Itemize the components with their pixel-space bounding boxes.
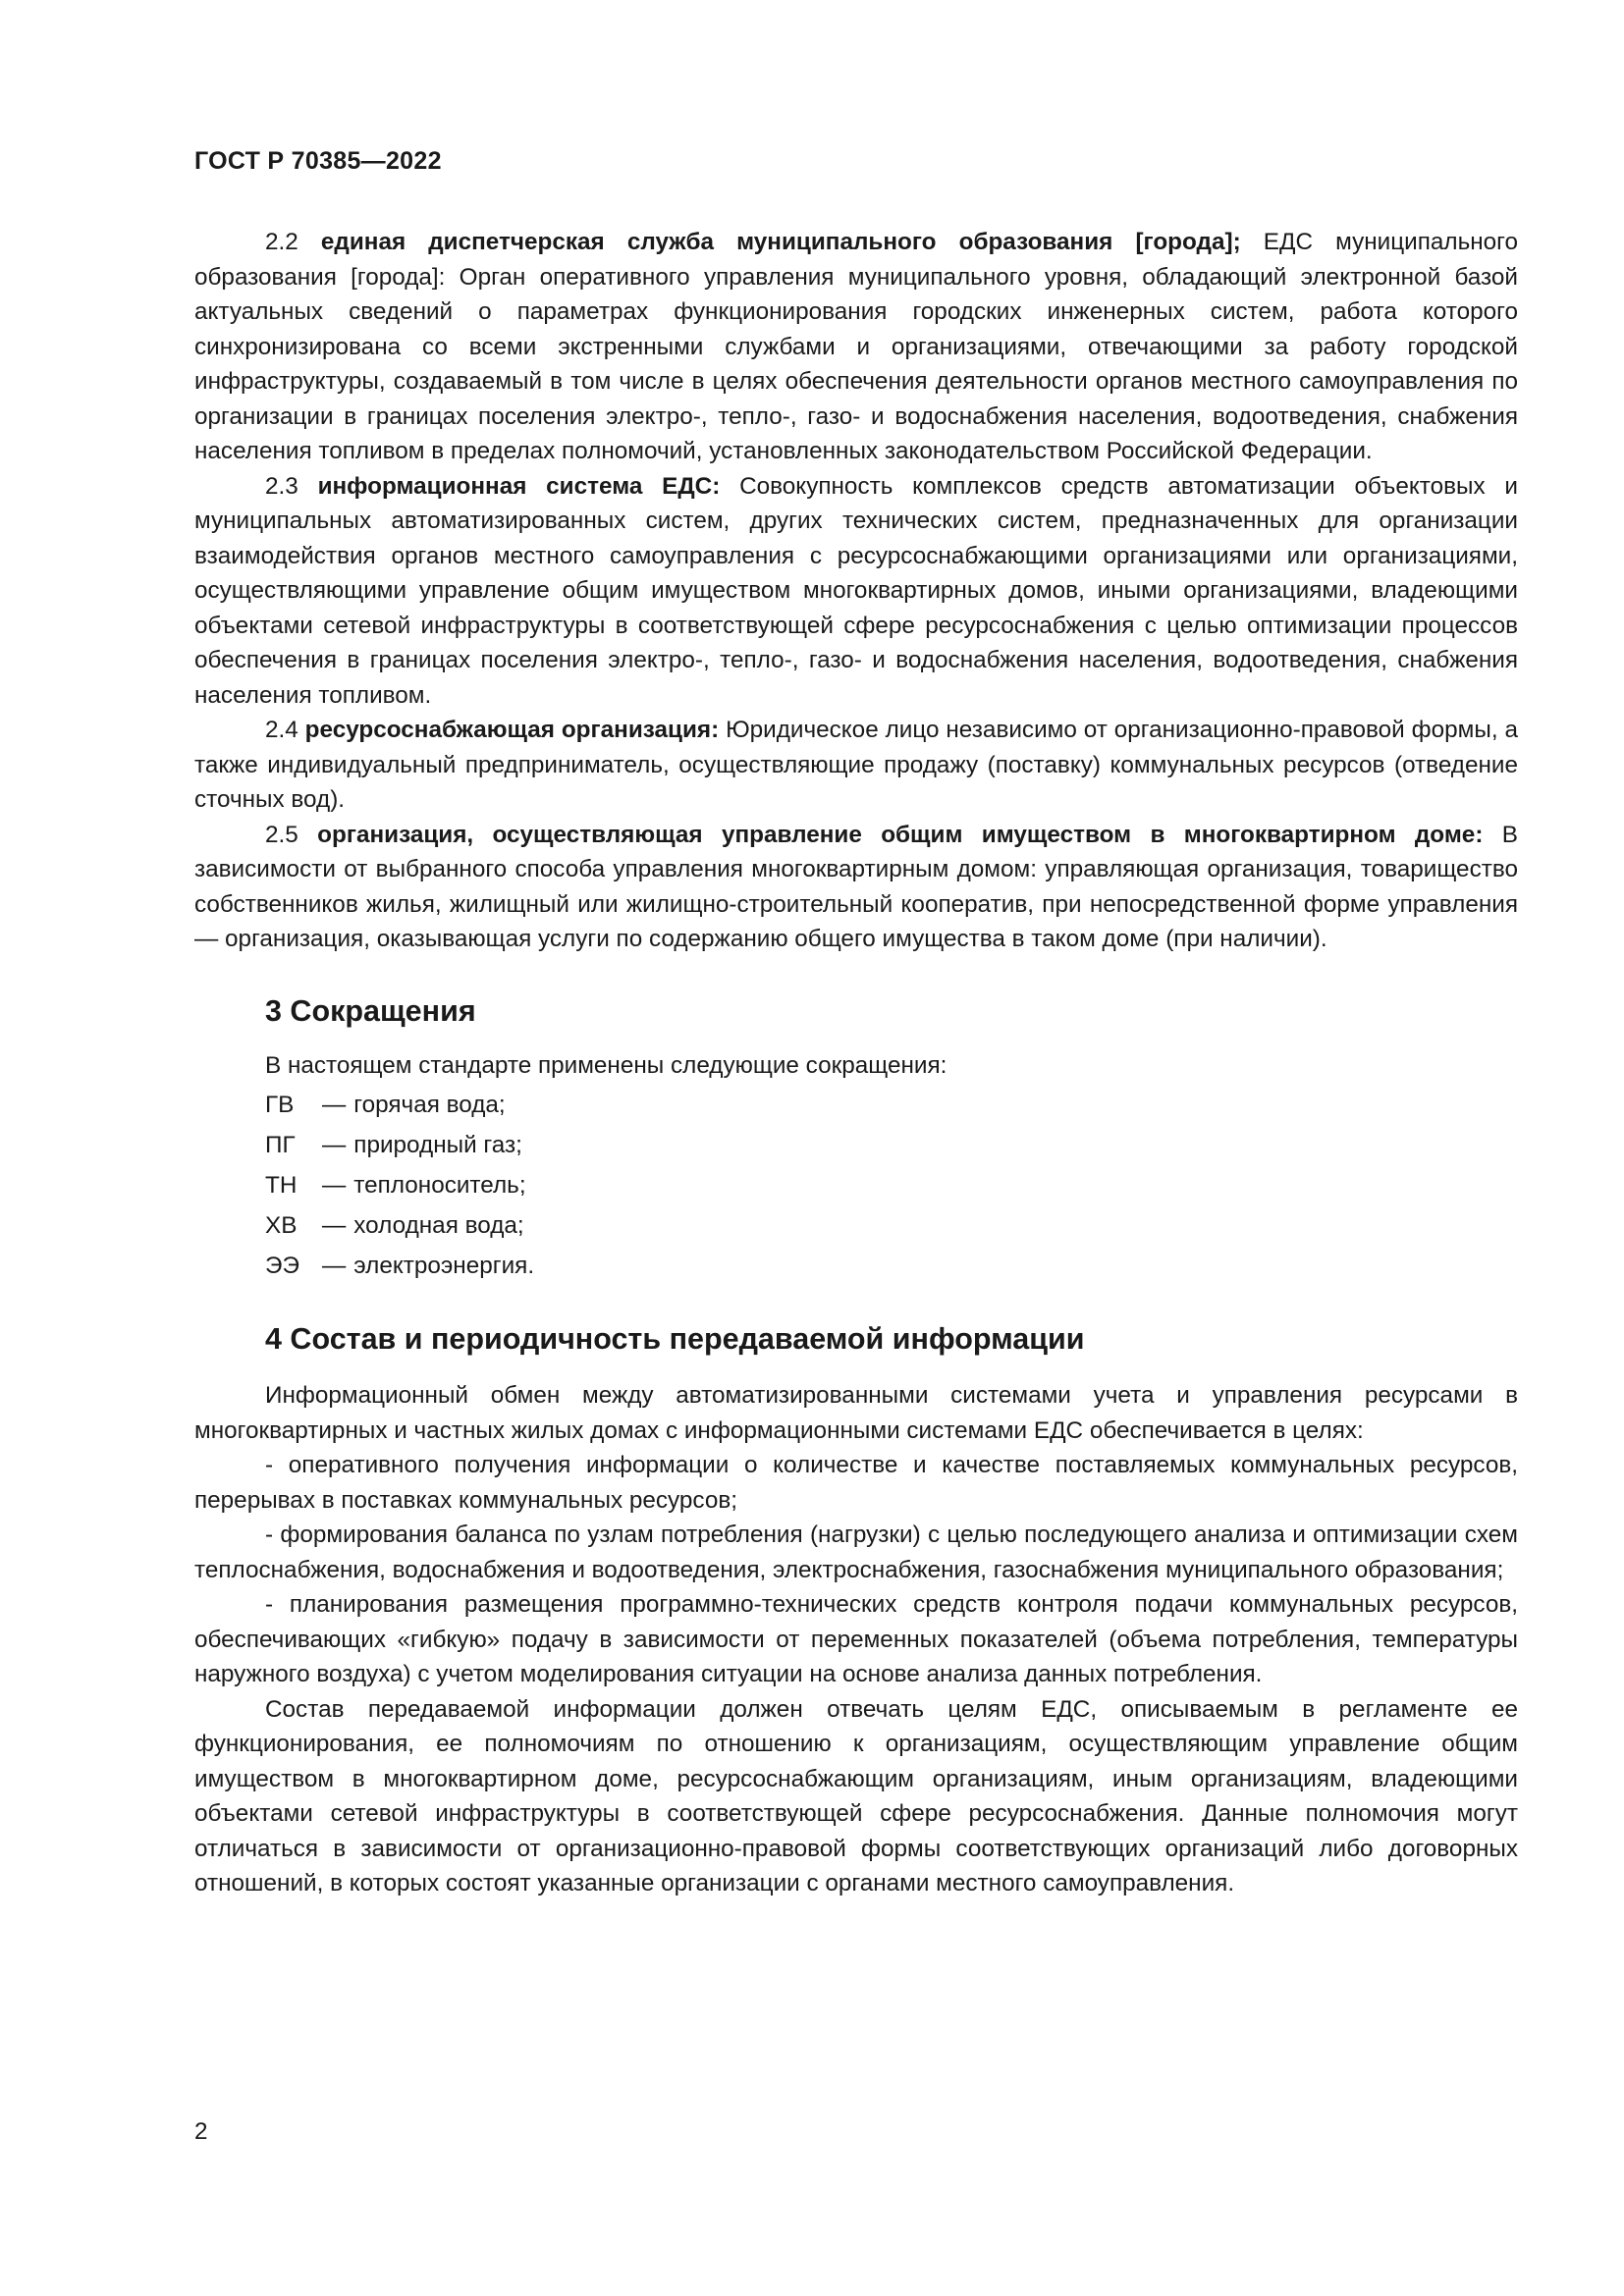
definition-term: ресурсоснабжающая организация:	[304, 717, 720, 743]
definition-number: 2.5	[265, 821, 298, 848]
definition-2-2	[194, 225, 1518, 469]
definition-2-5	[194, 818, 1518, 957]
abbreviation-meaning: горячая вода;	[353, 1091, 506, 1118]
definition-term: единая диспетчерская служба муниципального образования [города];	[320, 229, 1241, 255]
definition-2-4	[194, 713, 1518, 818]
document-header: ГОСТ Р 70385—2022	[194, 147, 442, 175]
section-3-heading: 3 Сокращения	[265, 993, 476, 1028]
definition-text: Совокупность комплексов средств автоматизации объектовых и муниципальных автоматизированных систем, других технических систем, предназначенных для организации взаимодействия органов местного самоуправления с ресурсоснабжающими организациями или организациями, осуществляющими управление общим имуществом многоквартирных домов, иными организациями, владеющими объектами сетевой инфраструктуры в соответствующей сфере ресурсоснабжения с целью оптимизации процессов обеспечения в границах поселения электро-, тепло-, газо- и водоснабжения населения, водоотведения, снабжения населения топливом.	[194, 472, 1518, 709]
abbreviation-dash: —	[322, 1171, 347, 1199]
abbreviation-meaning: холодная вода;	[353, 1211, 524, 1239]
abbreviation-item	[194, 1167, 1518, 1204]
section-3-intro: В настоящем стандарте применены следующие сокращения:	[265, 1052, 947, 1079]
abbreviation-code: ЭЭ	[265, 1252, 299, 1279]
definition-text: ЕДС муниципального образования [города]: Орган оперативного управления муниципального уровня, обладающий электронной базой актуальных сведений о параметрах функционирования городских инженерных систем, работа которого синхронизирована со всеми экстренными службами и организациями, отвечающими за работу городской инфраструктуры, создаваемый в том числе в целях обеспечения деятельности органов местного самоуправления по организации в границах поселения электро-, тепло-, газо- и водоснабжения населения, водоотведения, снабжения населения топливом в пределах полномочий, установленных законодательством Российской Федерации.	[194, 229, 1518, 464]
definition-term: информационная система ЕДС:	[317, 472, 721, 500]
abbreviation-item	[194, 1207, 1518, 1245]
section-4-heading: 4 Состав и периодичность передаваемой информации	[265, 1321, 1085, 1356]
definition-number: 2.3	[265, 472, 298, 500]
abbreviation-meaning: электроэнергия.	[353, 1252, 535, 1279]
section-4-paragraph: - формирования баланса по узлам потребления (нагрузки) с целью последующего анализа и оптимизации схем теплоснабжения, водоснабжения и водоотведения, электроснабжения, газоснабжения муниципального образования;	[194, 1522, 1518, 1583]
abbreviation-meaning: природный газ;	[353, 1131, 522, 1158]
abbreviation-code: ХВ	[265, 1211, 298, 1239]
abbreviation-dash: —	[322, 1091, 347, 1118]
abbreviation-code: ГВ	[265, 1091, 295, 1118]
definition-2-3	[194, 469, 1518, 714]
definition-number: 2.2	[265, 229, 298, 255]
definition-text: Юридическое лицо независимо от организационно-правовой формы, а также индивидуальный предприниматель, осуществляющие продажу (поставку) коммунальных ресурсов (отведение сточных вод).	[194, 717, 1518, 813]
abbreviation-item	[194, 1087, 1518, 1124]
definition-text: В зависимости от выбранного способа управления многоквартирным домом: управляющая организация, товарищество собственников жилья, жилищный или жилищно-строительный кооператив, при непосредственной форме управления — организация, оказывающая услуги по содержанию общего имущества в таком доме (при наличии).	[194, 821, 1518, 952]
abbreviation-item	[194, 1127, 1518, 1164]
page-number: 2	[194, 2118, 208, 2145]
section-4-paragraph: Состав передаваемой информации должен отвечать целям ЕДС, описываемым в регламенте ее функционирования, ее полномочиям по отношению к организациям, осуществляющим управление общим имуществом в многоквартирном доме, ресурсоснабжающим организациям, иным организациям, владеющими объектами сетевой инфраструктуры в соответствующей сфере ресурсоснабжения. Данные полномочия могут отличаться в зависимости от организационно-правовой формы соответствующих организаций либо договорных отношений, в которых состоят указанные организации с органами местного самоуправления.	[194, 1695, 1518, 1896]
abbreviation-dash: —	[322, 1211, 347, 1239]
abbreviation-code: ТН	[265, 1171, 298, 1199]
abbreviation-dash: —	[322, 1131, 347, 1158]
section-4-paragraph: Информационный обмен между автоматизированными системами учета и управления ресурсами в многоквартирных и частных жилых домах с информационными системами ЕДС обеспечивается в целях:	[194, 1382, 1518, 1444]
abbreviation-dash: —	[322, 1252, 347, 1279]
section-4-paragraph: - оперативного получения информации о количестве и качестве поставляемых коммунальных ресурсов, перерывах в поставках коммунальных ресурсов;	[194, 1452, 1518, 1514]
abbreviation-item	[194, 1248, 1518, 1285]
section-4-paragraph: - планирования размещения программно-технических средств контроля подачи коммунальных ресурсов, обеспечивающих «гибкую» подачу в зависимости от переменных показателей (объема потребления, температуры наружного воздуха) с учетом моделирования ситуации на основе анализа данных потребления.	[194, 1591, 1518, 1687]
definition-number: 2.4	[265, 717, 298, 743]
definition-term: организация, осуществляющая управление общим имуществом в многоквартирном доме:	[317, 821, 1484, 848]
abbreviation-code: ПГ	[265, 1131, 296, 1158]
document-body	[194, 225, 1518, 1901]
abbreviation-meaning: теплоноситель;	[353, 1171, 526, 1199]
